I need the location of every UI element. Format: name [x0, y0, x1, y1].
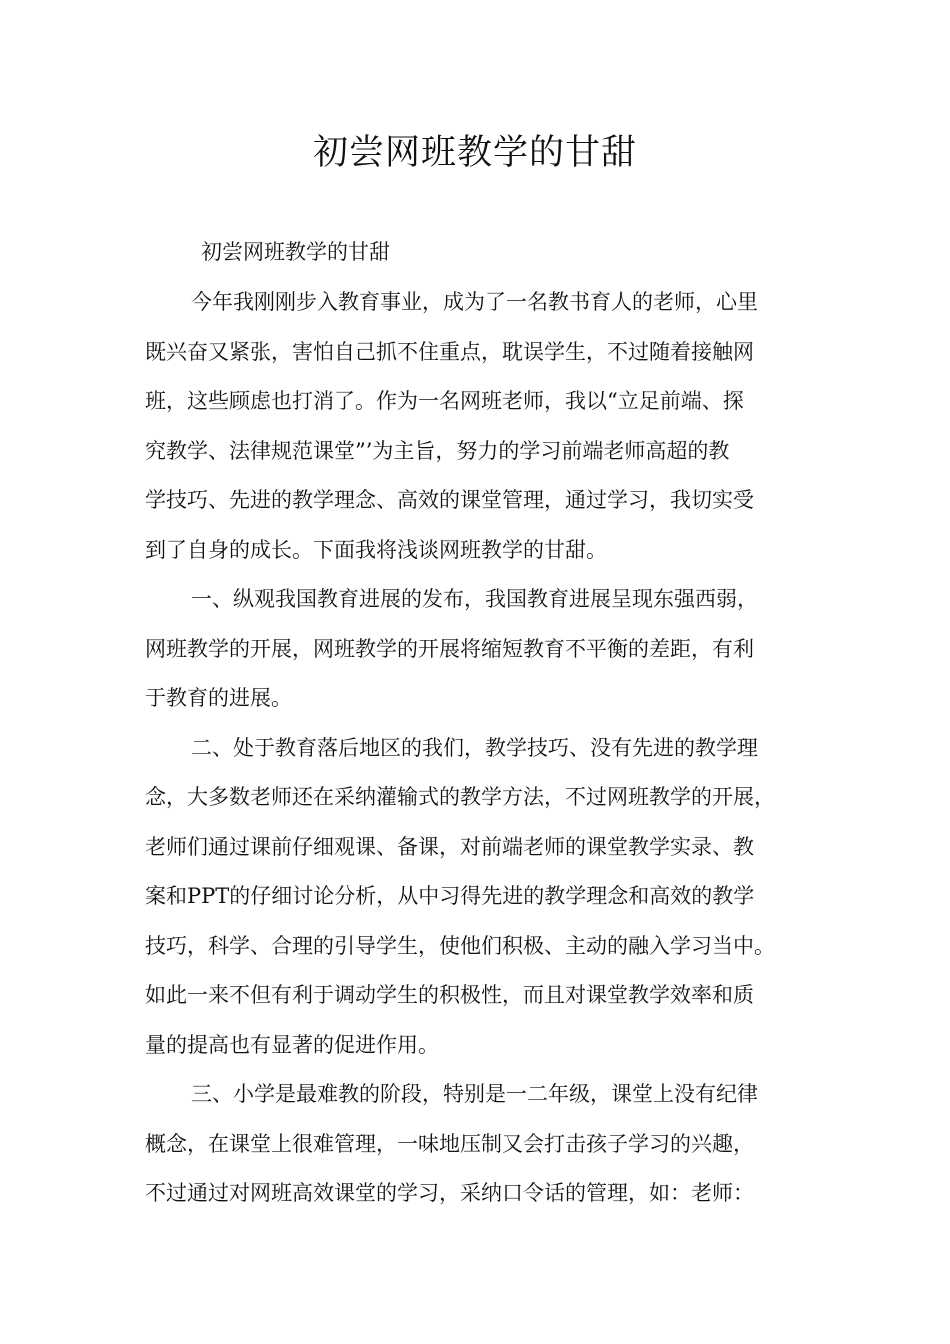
paragraph-line: 一、纵观我国教育进展的发布，我国教育进展呈现东强西弱，: [191, 587, 758, 611]
paragraph-line: 如此一来不但有利于调动学生的积极性，而且对课堂教学效率和质: [145, 983, 754, 1007]
paragraph-line: 念，大多数老师还在采纳灌输式的教学方法，不过网班教学的开展，: [145, 785, 775, 809]
paragraph-line: 网班教学的开展，网班教学的开展将缩短教育不平衡的差距，有利: [145, 637, 754, 661]
paragraph-line: 班，这些顾虑也打消了。作为一名网班老师，我以“立足前端、探: [145, 389, 744, 413]
paragraph-line: 学技巧、先进的教学理念、高效的课堂管理，通过学习，我切实受: [145, 488, 754, 512]
paragraph-line: 技巧，科学、合理的引导学生，使他们积极、主动的融入学习当中。: [145, 934, 775, 958]
paragraph-line: 量的提高也有显著的促进作用。: [145, 1033, 439, 1057]
document-subtitle: 初尝网班教学的甘甜: [201, 240, 390, 264]
paragraph-line: 案和PPT的仔细讨论分析，从中习得先进的教学理念和高效的教学: [145, 884, 755, 908]
paragraph-line: 二、处于教育落后地区的我们，教学技巧、没有先进的教学理: [191, 736, 758, 760]
paragraph-line: 今年我刚刚步入教育事业，成为了一名教书育人的老师，心里: [191, 290, 758, 314]
paragraph-line: 概念，在课堂上很难管理，一味地压制又会打击孩子学习的兴趣，: [145, 1132, 754, 1156]
paragraph-line: 老师们通过课前仔细观课、备课，对前端老师的课堂教学实录、教: [145, 835, 754, 859]
paragraph-line: 三、小学是最难教的阶段，特别是一二年级，课堂上没有纪律: [191, 1082, 758, 1106]
paragraph-line: 不过通过对网班高效课堂的学习，采纳口令话的管理，如：老师：: [145, 1181, 754, 1205]
paragraph-line: 到了自身的成长。下面我将浅谈网班教学的甘甜。: [145, 538, 607, 562]
paragraph-line: 既兴奋又紧张，害怕自己抓不住重点，耽误学生，不过随着接触网: [145, 340, 754, 364]
paragraph-line: 究教学、法律规范课堂”’为主旨，努力的学习前端老师高超的教: [145, 439, 730, 463]
paragraph-line: 于教育的进展。: [145, 686, 292, 710]
document-title: 初尝网班教学的甘甜: [312, 133, 637, 173]
